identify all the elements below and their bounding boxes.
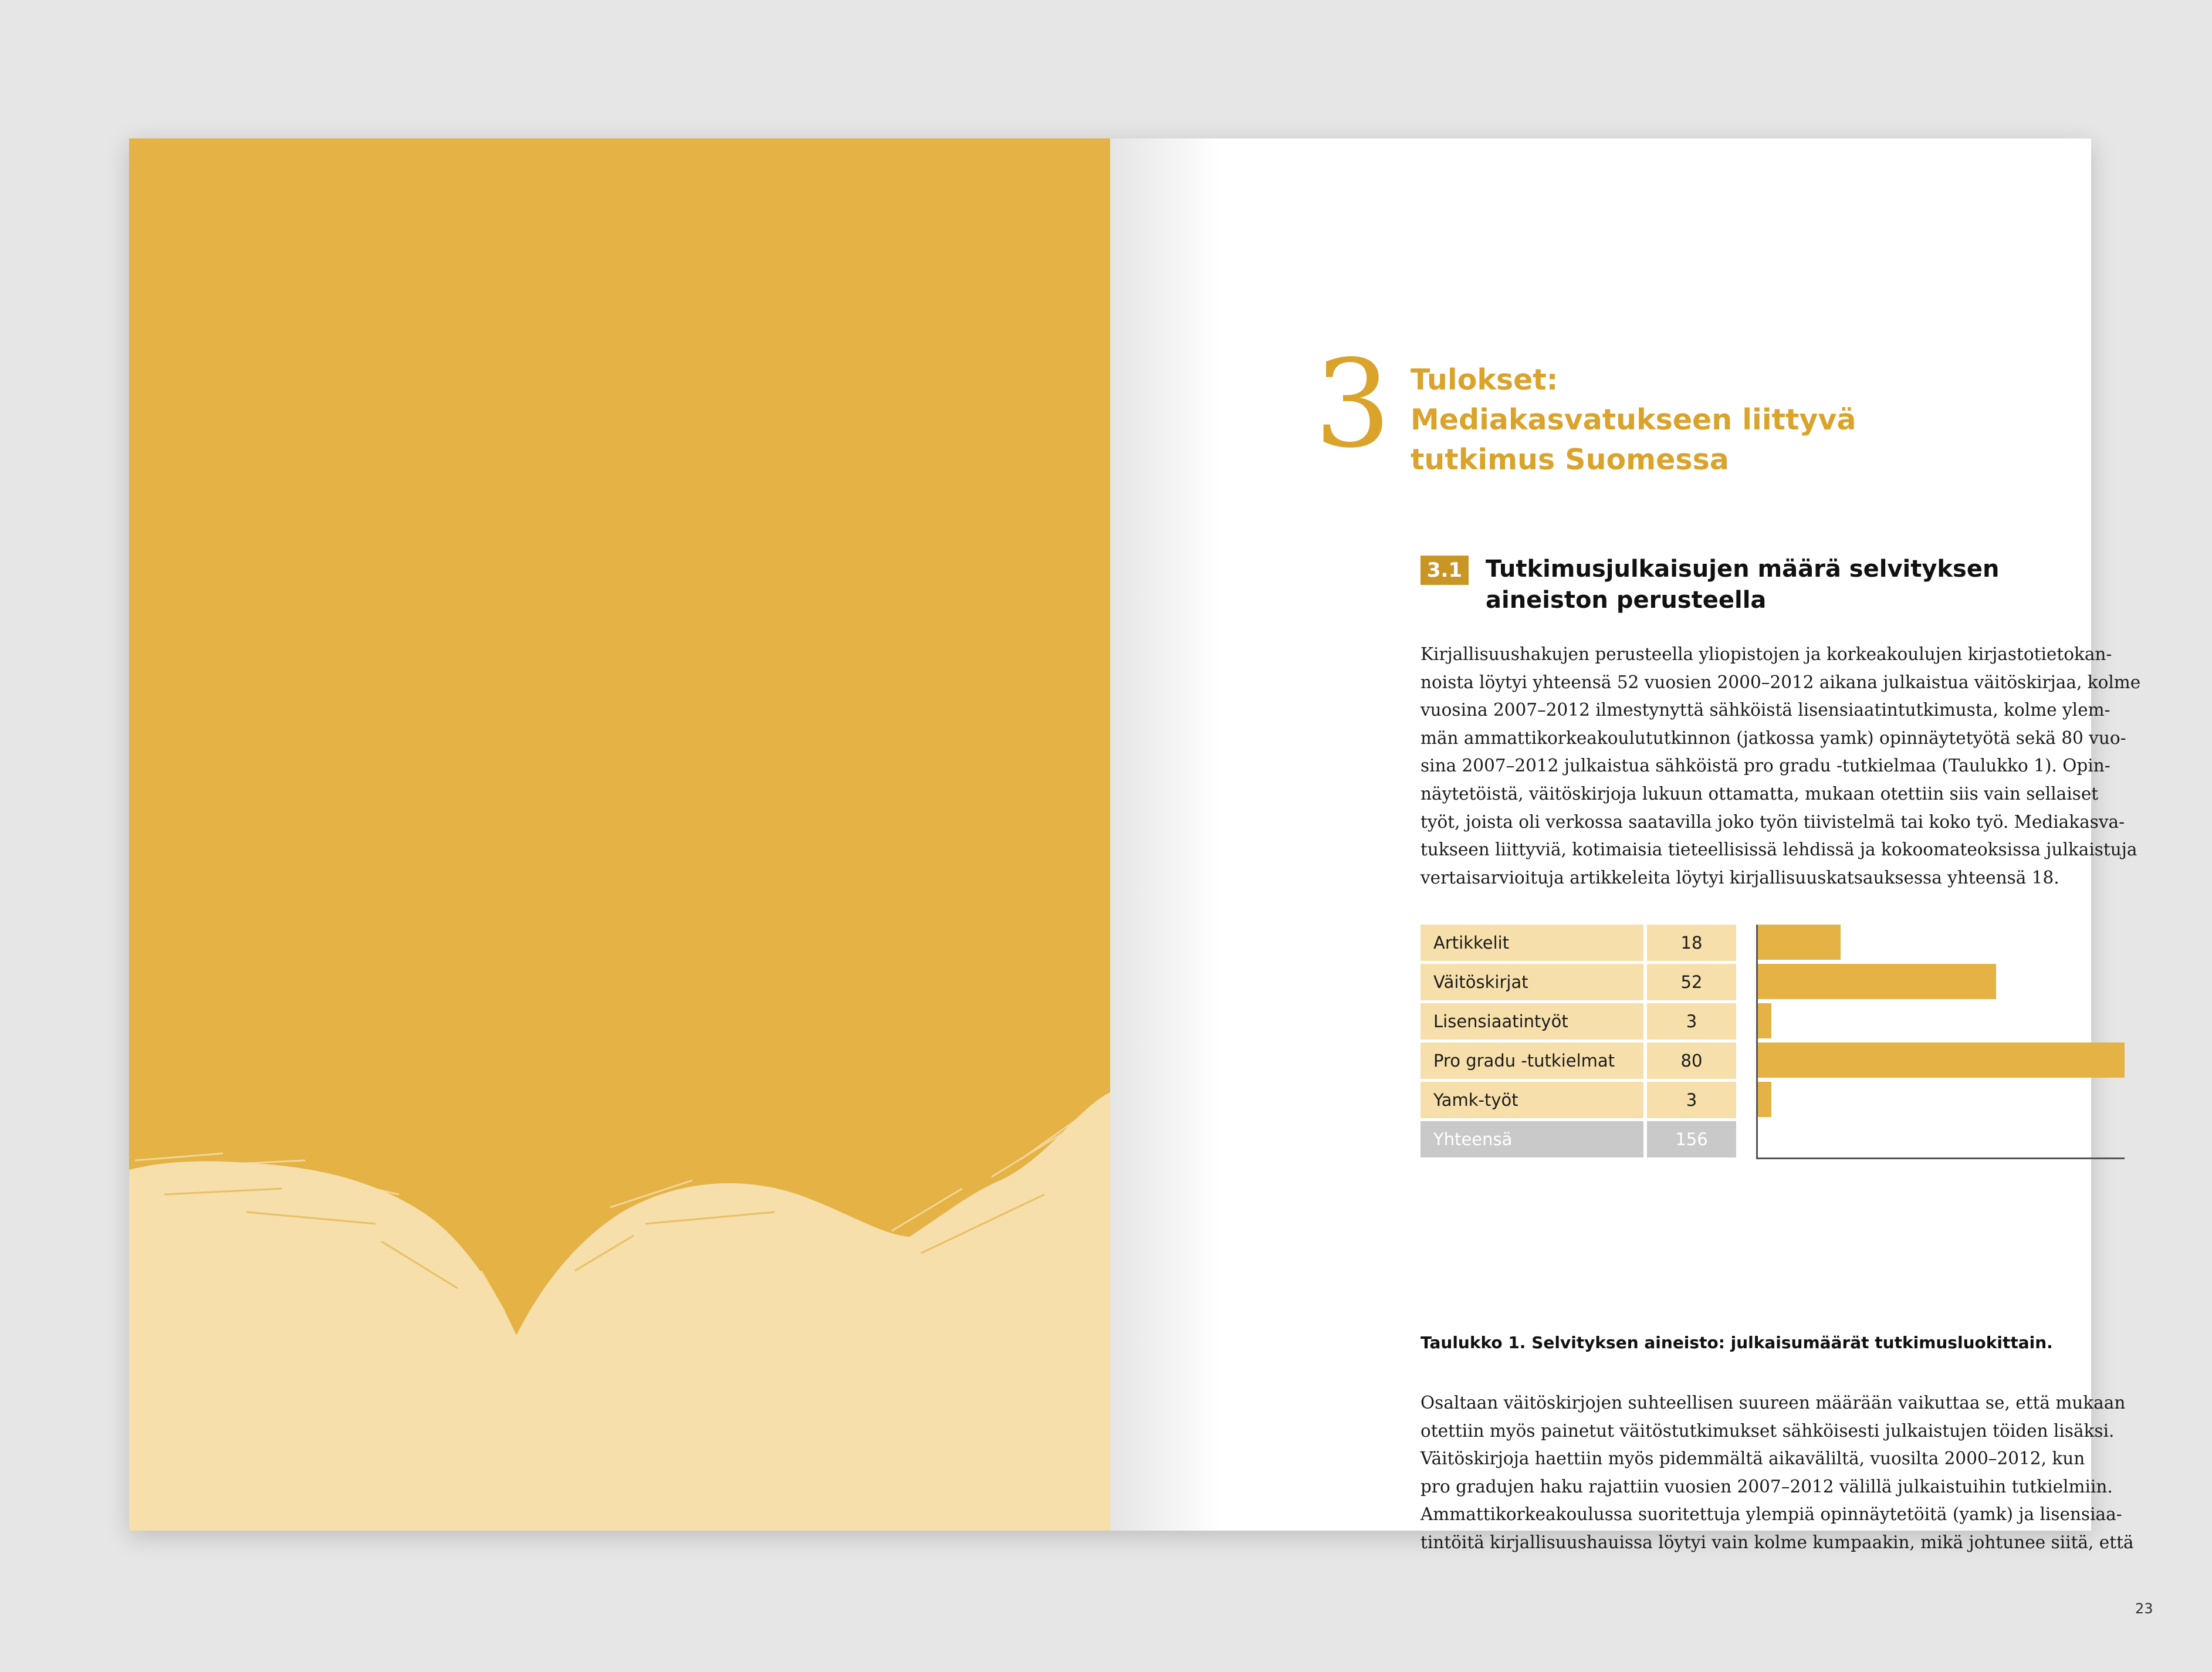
bar-lisensiaatintyöt xyxy=(1758,1003,1771,1038)
text-line: Kirjallisuushakujen perusteella yliopistojen ja korkeakoulujen kirjastotietokan- xyxy=(1420,644,2112,664)
bar-väitöskirjat xyxy=(1758,964,1996,999)
total-value: 156 xyxy=(1647,1121,1736,1157)
text-line: noista löytyi yhteensä 52 vuosien 2000–2012 aikana julkaistua väitöskirjaa, kolme xyxy=(1420,672,2141,692)
text-line: Osaltaan väitöskirjojen suhteellisen suureen määrään vaikuttaa se, että mukaan xyxy=(1420,1393,2126,1413)
row-label: Lisensiaatintyöt xyxy=(1420,1003,1643,1040)
row-value: 3 xyxy=(1647,1003,1736,1040)
text-line: tukseen liittyviä, kotimaisia tieteellisissä lehdissä ja kokoomateoksissa julkaistuja xyxy=(1420,840,2137,860)
section-title xyxy=(1486,554,2014,616)
book-spread xyxy=(129,138,2153,1617)
gutter-shadow xyxy=(1110,138,1222,1531)
row-label: Yamk-työt xyxy=(1420,1082,1643,1118)
chapter-title-line: Tulokset: xyxy=(1411,363,1558,397)
left-page-illustration xyxy=(129,138,1110,1531)
row-value: 18 xyxy=(1647,925,1736,961)
bar-chart xyxy=(1756,925,2125,1159)
text-line: Väitöskirjoja haettiin myös pidemmältä aikaväliltä, vuosilta 2000–2012, kun xyxy=(1420,1448,2085,1469)
row-value: 52 xyxy=(1647,964,1736,1000)
bar-yamk-työt xyxy=(1758,1082,1771,1117)
chapter-title xyxy=(1411,360,1939,480)
table-caption: Taulukko 1. Selvityksen aineisto: julkaisumäärät tutkimusluokittain. xyxy=(1420,1333,2053,1352)
section-title-line: Tutkimusjulkaisujen määrä selvityksen xyxy=(1486,556,2000,583)
total-label: Yhteensä xyxy=(1420,1121,1643,1157)
chapter-number: 3 xyxy=(1314,334,1392,475)
text-line: otettiin myös painetut väitöstutkimukset sähköisesti julkaistujen töiden lisäksi. xyxy=(1420,1420,2115,1441)
text-line: vertaisarvioituja artikkeleita löytyi kirjallisuuskatsauksessa yhteensä 18. xyxy=(1420,867,2059,888)
section-title-line: aineiston perusteella xyxy=(1486,587,1767,614)
text-line: sina 2007–2012 julkaistua sähköistä pro gradu -tutkielmaa (Taulukko 1). Opin- xyxy=(1420,756,2110,776)
page-number: 23 xyxy=(2135,1600,2153,1617)
right-page xyxy=(1110,138,2153,1617)
paragraph-1 xyxy=(1420,641,2141,892)
row-label: Väitöskirjat xyxy=(1420,964,1643,1000)
row-value: 3 xyxy=(1647,1082,1736,1118)
section-number-badge: 3.1 xyxy=(1420,556,1469,585)
text-line: työt, joista oli verkossa saatavilla joko työn tiivistelmä tai koko työ. Mediakasva- xyxy=(1420,811,2125,832)
chapter-title-line: tutkimus Suomessa xyxy=(1411,443,1729,476)
text-line: män ammattikorkeakoulututkinnon (jatkossa yamk) opinnäytetyötä sekä 80 vuo- xyxy=(1420,727,2126,748)
text-line: vuosina 2007–2012 ilmestynyttä sähköistä lisensiaatintutkimusta, kolme ylem- xyxy=(1420,700,2110,720)
paragraph-2 xyxy=(1420,1389,2134,1557)
text-line: pro gradujen haku rajattiin vuosien 2007–2012 välillä julkaistuihin tutkielmiin. xyxy=(1420,1476,2113,1497)
chart-axis-vertical xyxy=(1756,925,1758,1159)
bar-pro-gradu-tutkielmat xyxy=(1758,1043,2125,1078)
text-line: tintöitä kirjallisuushauissa löytyi vain kolme kumpaakin, mikä johtunee siitä, että xyxy=(1420,1532,2134,1552)
row-label: Pro gradu -tutkielmat xyxy=(1420,1043,1643,1079)
text-line: näytetöistä, väitöskirjoja lukuun ottamatta, mukaan otettiin siis vain sellaiset xyxy=(1420,783,2099,804)
chart-axis-horizontal xyxy=(1756,1157,2125,1159)
text-line: Ammattikorkeakoulussa suoritettuja ylempiä opinnäytetöitä (yamk) ja lisensiaa- xyxy=(1420,1504,2122,1525)
row-label: Artikkelit xyxy=(1420,925,1643,961)
bar-artikkelit xyxy=(1758,925,1841,960)
chapter-title-line: Mediakasvatukseen liittyvä xyxy=(1411,403,1856,436)
row-value: 80 xyxy=(1647,1043,1736,1079)
brush-stroke-hills xyxy=(129,138,1110,1531)
